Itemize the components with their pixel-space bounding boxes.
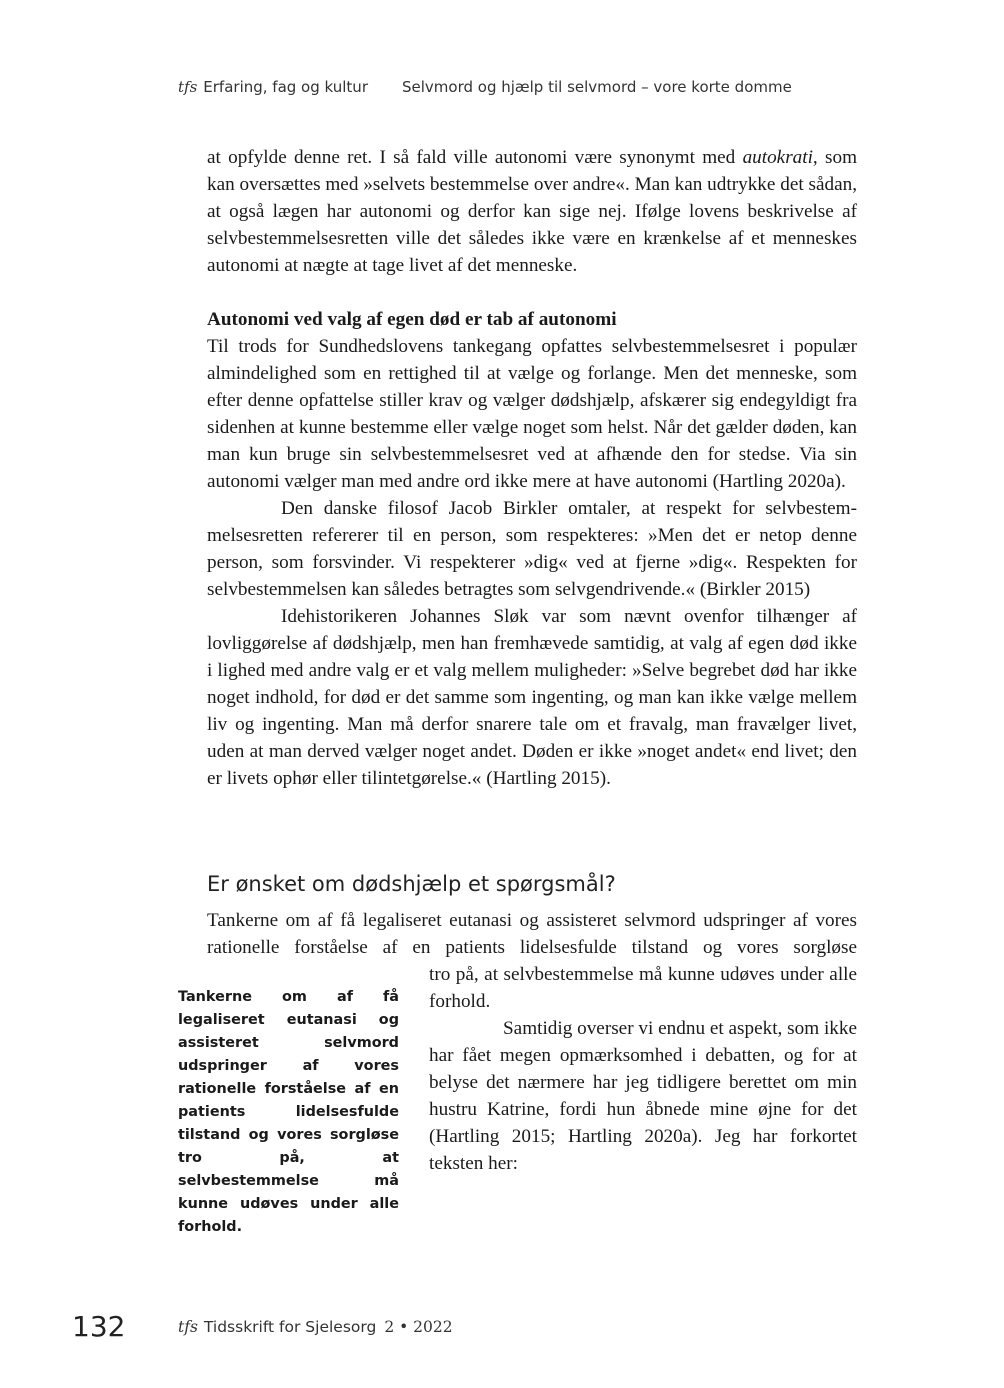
intro-italic-term: autokrati (742, 147, 813, 168)
body-paragraph: Den danske filosof Jacob Birkler omtaler, at respekt for selvbestemmelsesretten refererer til en person, som respekteres: »Men det er netop denne person, som forsvinder. Vi respekterer »dig« ved at fjerne »dig«. Respekten for selvbestemmelsen kan således betragtes som selvgendrivende.« (Birkler 2015) (207, 498, 857, 600)
section-autonomy (207, 306, 857, 792)
section-heading: Autonomi ved valg af egen død er tab af autonomi (207, 309, 617, 330)
page-footer (0, 1310, 1004, 1350)
body-paragraph: tro på, at selvbestemmelse må kunne udøves under alle forhold. (429, 964, 857, 1012)
journal-abbreviation: tfs (178, 1318, 198, 1336)
journal-name: Tidsskrift for Sjelesorg (203, 1318, 377, 1336)
issue-number: 2 • 2022 (384, 1318, 453, 1336)
body-paragraph: Idehistorikeren Johannes Sløk var som nævnt ovenfor tilhænger af lovliggørelse af dødshjælp, men han fremhævede samtidig, at valg af egen død ikke i lighed med andre valg er et valg mellem muligheder: »Selve begrebet død har ikke noget indhold, for død er det samme som ingenting, og man kan ikke vælge mellem liv og ingenting. Man må derfor snarere tale om et fravalg, man fravælger livet, uden at man derved vælger noget andet. Døden er ikke »noget andet« end livet; den er livets ophør eller tilintetgørelse.« (Hartling 2015). (207, 606, 857, 789)
pull-quote: Tankerne om af få legaliseret eutanasi og assisteret selvmord udspringer af vores rationelle forståelse af en patients lidelsesfulde tilstand og vores sorgløse tro på, at selvbestemmelse må kunne udøves under alle forhold. (178, 989, 399, 1235)
journal-abbreviation: tfs (178, 78, 198, 96)
running-header (178, 78, 792, 96)
body-paragraph: Samtidig overser vi endnu et aspekt, som ikke har fået megen opmærksomhed i debatten, og for at belyse det nærmere har jeg tidligere berettet om min hustru Katrine, fordi hun åbnede mine øjne for det (Hartling 2015; Hartling 2020a). Jeg har forkortet teksten her: (429, 1018, 857, 1174)
body-column (429, 961, 857, 1177)
page-number: 132 (72, 1310, 126, 1343)
body-paragraph-wide: Tankerne om af få legaliseret eutanasi og assisteret selvmord udspringer af vores rationelle forståelse af en patients lidelsesfulde tilstand og vores sorgløse (207, 910, 857, 958)
section-name: Erfaring, fag og kultur (203, 78, 368, 96)
intro-paragraph (207, 144, 857, 279)
intro-text-end: , som kan oversættes med »selvets bestemmelse over andre«. Man kan udtrykke det sådan, at også lægen har autonomi og derfor kan sige nej. Ifølge lovens beskrivelse af selvbestemmelsesretten ville det således ikke være en krænkelse af et menneskes autonomi at nægte at tage livet af det menneske. (207, 147, 857, 276)
section-heading-question: Er ønsket om dødshjælp et spørgsmål? (207, 872, 616, 896)
intro-text-start: at opfylde denne ret. I så fald ville autonomi være synonymt med (207, 147, 743, 168)
body-paragraph: Til trods for Sundhedslovens tankegang opfattes selvbestemmelsesret i populær almindelighed som en rettighed til at vælge og forlange. Men det menneske, som efter denne opfattelse stiller krav og vælger dødshjælp, afskærer sig endegyldigt fra sidenhen at kunne bestemme eller vælge noget som helst. Når det gælder døden, kan man kun bruge sin selvbestemmelsesret ved at afhænde den for stedse. Via sin autonomi vælger man med andre ord ikke mere at have autonomi (Hartling 2020a). (207, 336, 857, 492)
article-title: Selvmord og hjælp til selvmord – vore korte domme (401, 78, 792, 96)
journal-footer (178, 1318, 453, 1336)
